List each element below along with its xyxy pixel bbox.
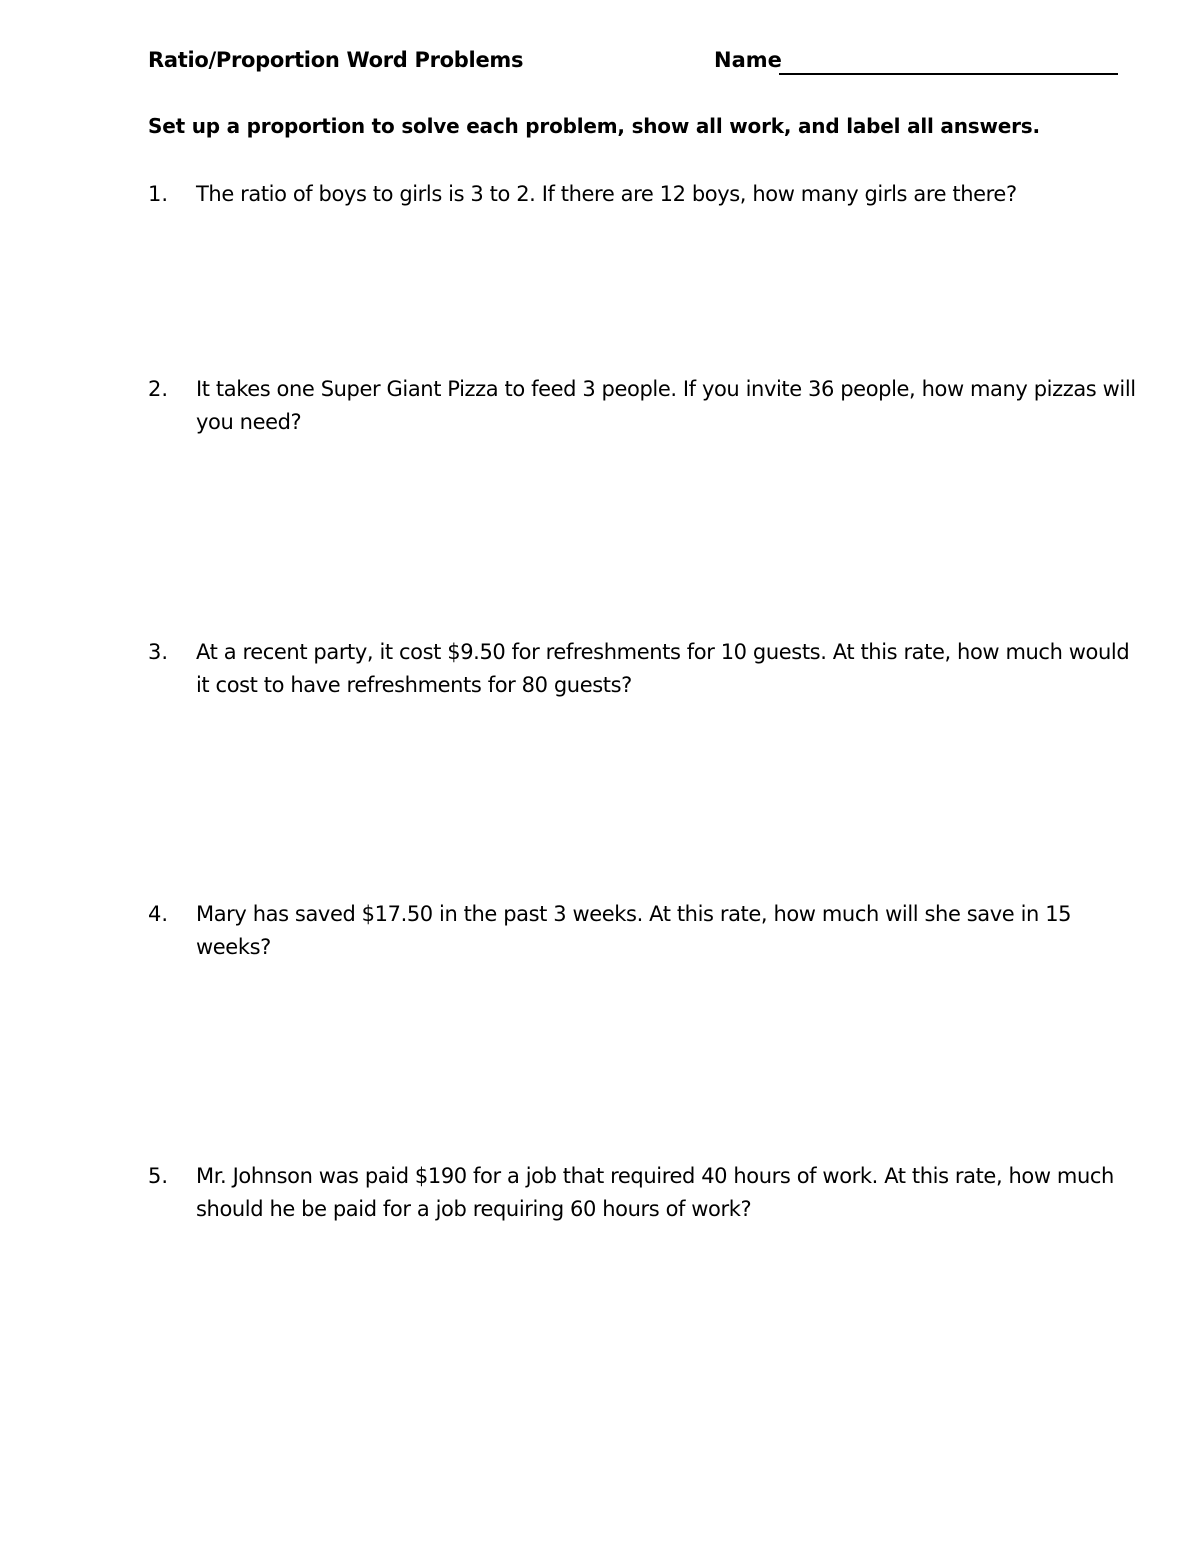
worksheet-title: Ratio/Proportion Word Problems — [148, 48, 524, 72]
problem-number: 1. — [148, 182, 169, 206]
problem-text: It takes one Super Giant Pizza to feed 3 people. If you invite 36 people, how many pizzas will you need? — [196, 377, 1136, 434]
name-label: Name — [714, 48, 782, 72]
problem-text: Mr. Johnson was paid $190 for a job that required 40 hours of work. At this rate, how much should he be paid for a job requiring 60 hours of work? — [196, 1164, 1114, 1221]
problem-text: The ratio of boys to girls is 3 to 2. If there are 12 boys, how many girls are there? — [196, 182, 1017, 206]
problem-text: Mary has saved $17.50 in the past 3 weeks. At this rate, how much will she save in 15 weeks? — [196, 902, 1072, 959]
problem-number: 5. — [148, 1164, 169, 1188]
problem-number: 4. — [148, 902, 169, 926]
problem-number: 3. — [148, 640, 169, 664]
name-blank-line[interactable] — [779, 73, 1118, 75]
problem-number: 2. — [148, 377, 169, 401]
instructions: Set up a proportion to solve each problem, show all work, and label all answers. — [148, 114, 1040, 138]
problem-text: At a recent party, it cost $9.50 for refreshments for 10 guests. At this rate, how much would it cost to have refreshments for 80 guests? — [196, 640, 1130, 697]
